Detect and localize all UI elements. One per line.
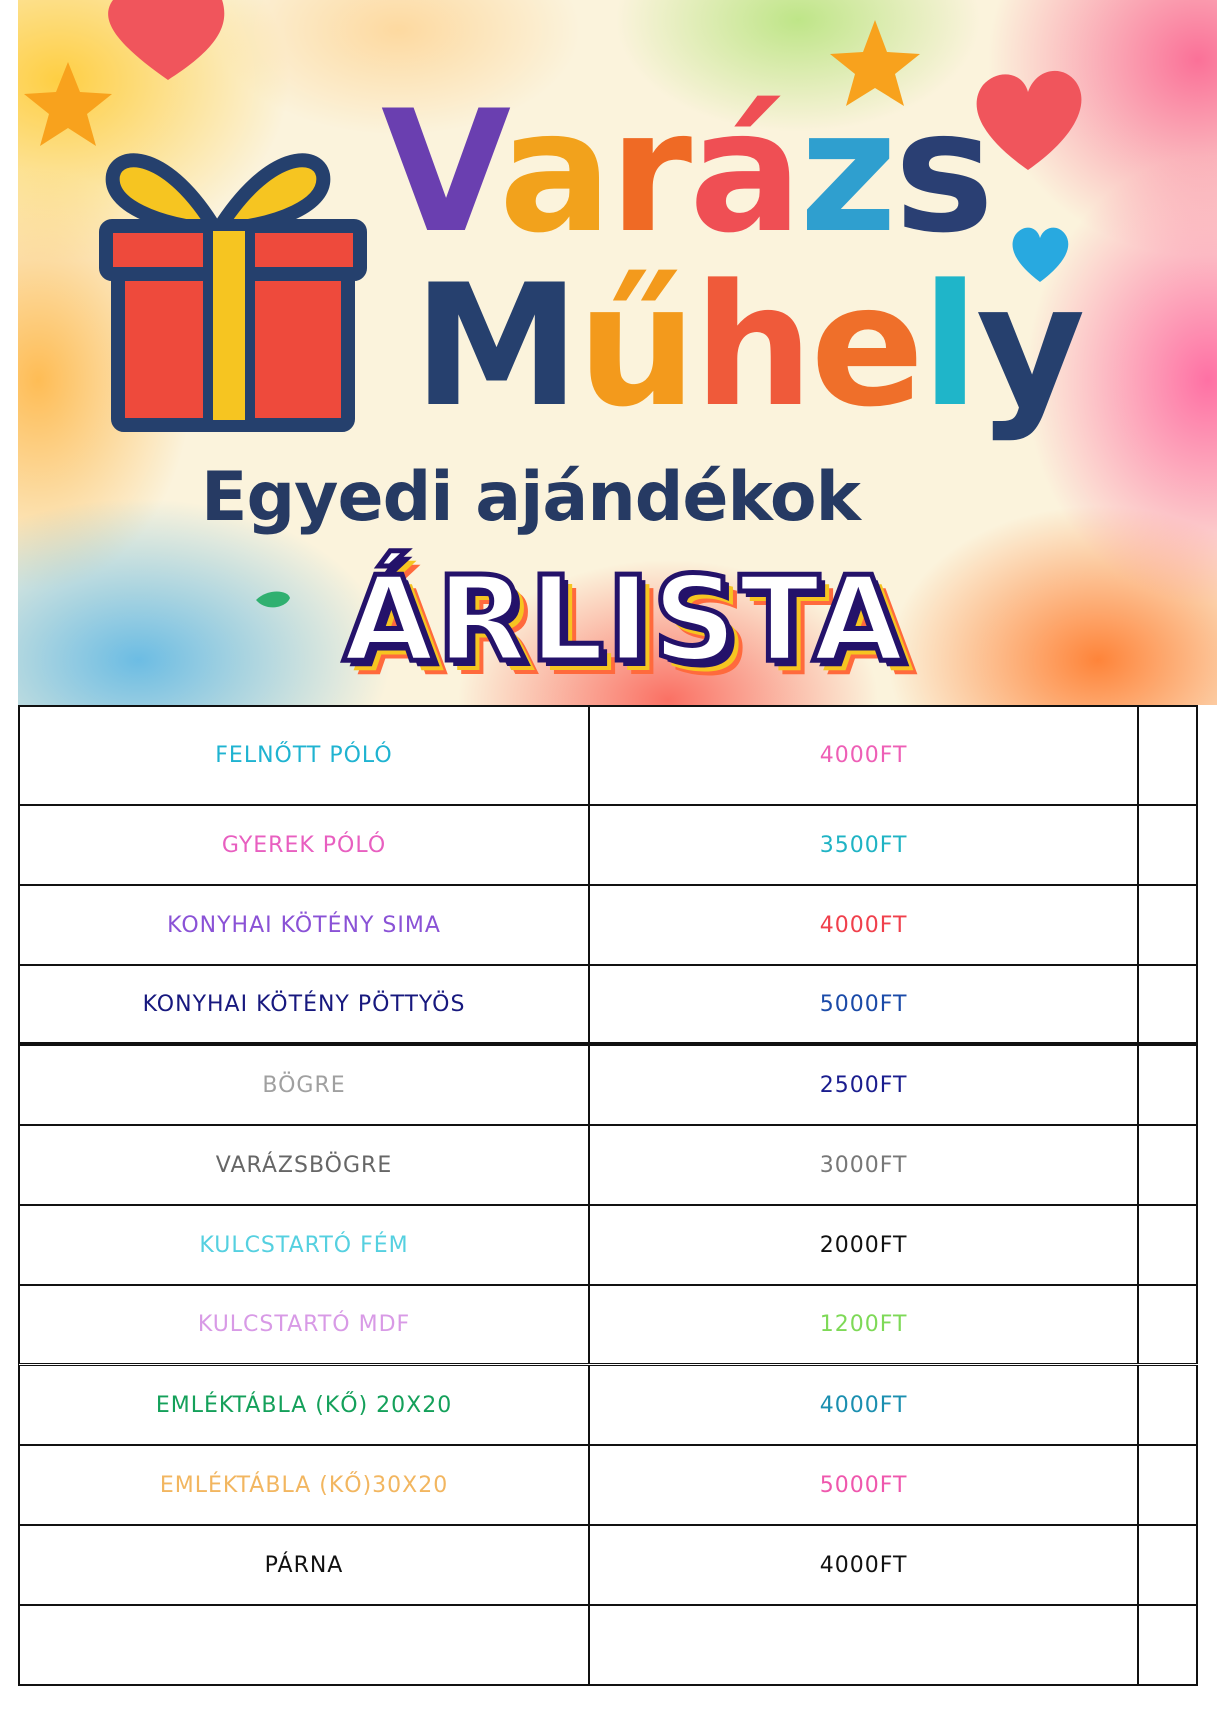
item-name: KONYHAI KÖTÉNY SIMA <box>20 886 590 964</box>
item-name <box>20 1606 590 1684</box>
item-price: 4000FT <box>590 886 1139 964</box>
item-price: 5000FT <box>590 966 1139 1042</box>
item-name: VARÁZSBÖGRE <box>20 1126 590 1204</box>
empty-cell <box>1139 707 1198 804</box>
empty-cell <box>1139 1366 1198 1444</box>
brand-title-line1-text: Varázs <box>381 74 992 270</box>
table-row <box>18 1526 1198 1606</box>
item-name: EMLÉKTÁBLA (KŐ)30X20 <box>20 1446 590 1524</box>
table-row <box>18 1126 1198 1206</box>
empty-cell <box>1139 806 1198 884</box>
table-row <box>18 705 1198 806</box>
brand-title-line2 <box>413 248 1083 444</box>
item-price: 3500FT <box>590 806 1139 884</box>
empty-cell <box>1139 966 1198 1042</box>
empty-cell <box>1139 1206 1198 1284</box>
empty-cell <box>1139 1526 1198 1604</box>
brand-title-line1 <box>381 74 992 270</box>
item-name: BÖGRE <box>20 1046 590 1124</box>
price-table <box>18 705 1198 1686</box>
item-name: FELNŐTT PÓLÓ <box>20 707 590 804</box>
item-name: KULCSTARTÓ FÉM <box>20 1206 590 1284</box>
table-row <box>18 1446 1198 1526</box>
item-name: KONYHAI KÖTÉNY PÖTTYÖS <box>20 966 590 1042</box>
table-row <box>18 966 1198 1046</box>
empty-cell <box>1139 1606 1198 1684</box>
brand-title-line2-text: Műhely <box>413 248 1083 444</box>
item-price: 4000FT <box>590 707 1139 804</box>
gift-icon <box>106 160 360 425</box>
table-row <box>18 1606 1198 1686</box>
empty-cell <box>1139 1286 1198 1363</box>
item-name: KULCSTARTÓ MDF <box>20 1286 590 1363</box>
empty-cell <box>1139 1046 1198 1124</box>
table-row <box>18 1206 1198 1286</box>
item-price: 4000FT <box>590 1366 1139 1444</box>
item-name: PÁRNA <box>20 1526 590 1604</box>
empty-cell <box>1139 1446 1198 1524</box>
item-name: GYEREK PÓLÓ <box>20 806 590 884</box>
empty-cell <box>1139 1126 1198 1204</box>
item-price: 3000FT <box>590 1126 1139 1204</box>
item-price: 1200FT <box>590 1286 1139 1363</box>
heart-icon <box>108 0 224 80</box>
empty-cell <box>1139 886 1198 964</box>
table-row <box>18 1366 1198 1446</box>
item-price <box>590 1606 1139 1684</box>
heart-icon <box>977 71 1082 170</box>
brand-subtitle: Egyedi ajándékok <box>201 458 860 537</box>
table-row <box>18 806 1198 886</box>
header-banner <box>18 0 1217 705</box>
table-row <box>18 886 1198 966</box>
star-icon <box>24 62 112 146</box>
item-name: EMLÉKTÁBLA (KŐ) 20X20 <box>20 1366 590 1444</box>
item-price: 2000FT <box>590 1206 1139 1284</box>
table-row <box>18 1046 1198 1126</box>
item-price: 4000FT <box>590 1526 1139 1604</box>
price-list-heading: ÁRLISTA <box>343 550 906 688</box>
item-price: 5000FT <box>590 1446 1139 1524</box>
table-row <box>18 1286 1198 1366</box>
item-price: 2500FT <box>590 1046 1139 1124</box>
